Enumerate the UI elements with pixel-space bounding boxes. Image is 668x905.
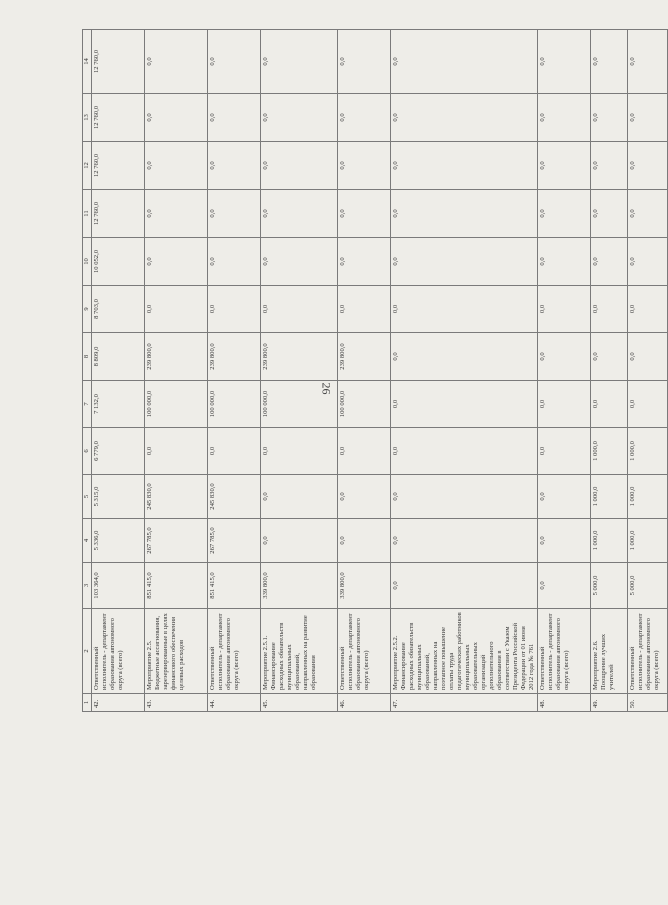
table-row: [338, 30, 391, 712]
column-header: 7: [83, 381, 92, 428]
table-row: [92, 30, 145, 712]
value-cell: 0,0: [208, 190, 261, 238]
value-cell: 0,0: [538, 519, 591, 563]
value-cell: 0,0: [538, 286, 591, 333]
value-cell: 0,0: [338, 190, 391, 238]
table-row: [628, 30, 668, 712]
value-cell: 12 760,0: [92, 94, 145, 142]
value-cell: 8 703,0: [92, 286, 145, 333]
table-row: [391, 30, 538, 712]
row-name: Мероприятие 2.5.1. Финансирование расходных обязательств муниципальных образований, направленных на развитие образования: [261, 609, 338, 694]
row-name: Ответственный исполнитель - департамент образования автономного округа (всего): [628, 609, 668, 694]
column-header: 12: [83, 142, 92, 190]
value-cell: 1 000,0: [591, 428, 628, 475]
value-cell: 0,0: [261, 190, 338, 238]
column-header: 2: [83, 609, 92, 694]
row-name: Ответственный исполнитель - департамент образования автономного округа (всего): [538, 609, 591, 694]
value-cell: 12 760,0: [92, 30, 145, 94]
value-cell: 0,0: [391, 519, 538, 563]
value-cell: 7 132,0: [92, 381, 145, 428]
value-cell: 0,0: [591, 30, 628, 94]
value-cell: 0,0: [538, 563, 591, 609]
value-cell: 0,0: [391, 475, 538, 519]
value-cell: 0,0: [628, 30, 668, 94]
row-number: 49.: [591, 694, 628, 712]
value-cell: 0,0: [391, 94, 538, 142]
value-cell: 0,0: [338, 238, 391, 286]
value-cell: 267 785,0: [208, 519, 261, 563]
header-row: [83, 30, 92, 712]
value-cell: 239 800,0: [145, 333, 208, 381]
value-cell: 0,0: [338, 94, 391, 142]
value-cell: 0,0: [591, 238, 628, 286]
value-cell: 0,0: [145, 142, 208, 190]
value-cell: 0,0: [261, 94, 338, 142]
value-cell: 1 000,0: [628, 428, 668, 475]
row-number: 44.: [208, 694, 261, 712]
row-name: Мероприятие 2.5. Бюджетные ассигнования, зарезервированные в целях финансового обеспечения целевых расходов: [145, 609, 208, 694]
value-cell: 0,0: [391, 30, 538, 94]
column-header: 1: [83, 694, 92, 712]
table-row: [538, 30, 591, 712]
row-number: 50.: [628, 694, 668, 712]
value-cell: 0,0: [391, 238, 538, 286]
column-header: 10: [83, 238, 92, 286]
value-cell: 0,0: [261, 286, 338, 333]
value-cell: 5 000,0: [591, 563, 628, 609]
value-cell: 5 000,0: [628, 563, 668, 609]
value-cell: 0,0: [628, 286, 668, 333]
row-number: 47.: [391, 694, 538, 712]
column-header: 9: [83, 286, 92, 333]
value-cell: 100 000,0: [145, 381, 208, 428]
value-cell: 0,0: [338, 428, 391, 475]
value-cell: 239 800,0: [261, 333, 338, 381]
value-cell: 0,0: [628, 94, 668, 142]
value-cell: 0,0: [391, 428, 538, 475]
value-cell: 0,0: [538, 475, 591, 519]
column-header: 14: [83, 30, 92, 94]
value-cell: 0,0: [338, 475, 391, 519]
value-cell: 100 000,0: [261, 381, 338, 428]
value-cell: 1 000,0: [628, 519, 668, 563]
value-cell: 1 000,0: [591, 519, 628, 563]
column-header: 3: [83, 563, 92, 609]
value-cell: 5 336,0: [92, 519, 145, 563]
table-row: [208, 30, 261, 712]
value-cell: 339 800,0: [261, 563, 338, 609]
value-cell: 0,0: [145, 30, 208, 94]
value-cell: 0,0: [628, 142, 668, 190]
value-cell: 8 809,0: [92, 333, 145, 381]
value-cell: 851 415,0: [145, 563, 208, 609]
column-header: 6: [83, 428, 92, 475]
value-cell: 103 364,0: [92, 563, 145, 609]
value-cell: 0,0: [538, 381, 591, 428]
value-cell: 0,0: [145, 190, 208, 238]
row-name: Ответственный исполнитель - департамент образования автономного округа (всего): [208, 609, 261, 694]
value-cell: 1 000,0: [628, 475, 668, 519]
value-cell: 0,0: [261, 142, 338, 190]
value-cell: 0,0: [208, 428, 261, 475]
table-row: [145, 30, 208, 712]
value-cell: 0,0: [391, 381, 538, 428]
value-cell: 0,0: [538, 428, 591, 475]
column-header: 13: [83, 94, 92, 142]
value-cell: 239 800,0: [338, 333, 391, 381]
value-cell: 0,0: [538, 190, 591, 238]
value-cell: 0,0: [538, 94, 591, 142]
value-cell: 0,0: [208, 238, 261, 286]
value-cell: 0,0: [145, 286, 208, 333]
value-cell: 0,0: [628, 381, 668, 428]
value-cell: 0,0: [208, 94, 261, 142]
budget-table: [82, 29, 668, 712]
value-cell: 339 800,0: [338, 563, 391, 609]
value-cell: 0,0: [261, 428, 338, 475]
value-cell: 12 760,0: [92, 190, 145, 238]
value-cell: 0,0: [391, 142, 538, 190]
table-row: [261, 30, 338, 712]
value-cell: 0,0: [591, 94, 628, 142]
value-cell: 0,0: [208, 30, 261, 94]
value-cell: 245 830,0: [208, 475, 261, 519]
value-cell: 0,0: [591, 142, 628, 190]
row-number: 42.: [92, 694, 145, 712]
value-cell: 851 415,0: [208, 563, 261, 609]
value-cell: 0,0: [338, 30, 391, 94]
value-cell: 0,0: [591, 381, 628, 428]
value-cell: 0,0: [261, 519, 338, 563]
value-cell: 0,0: [538, 142, 591, 190]
column-header: 5: [83, 475, 92, 519]
row-name: Ответственный исполнитель - департамент образования автономного округа (всего): [92, 609, 145, 694]
value-cell: 0,0: [538, 333, 591, 381]
value-cell: 6 779,0: [92, 428, 145, 475]
value-cell: 100 000,0: [208, 381, 261, 428]
value-cell: 12 760,0: [92, 142, 145, 190]
value-cell: 0,0: [538, 238, 591, 286]
value-cell: 0,0: [338, 519, 391, 563]
value-cell: 0,0: [591, 333, 628, 381]
value-cell: 0,0: [591, 286, 628, 333]
value-cell: 0,0: [208, 286, 261, 333]
row-number: 48.: [538, 694, 591, 712]
row-number: 46.: [338, 694, 391, 712]
value-cell: 0,0: [261, 238, 338, 286]
value-cell: 5 315,0: [92, 475, 145, 519]
value-cell: 10 052,0: [92, 238, 145, 286]
value-cell: 0,0: [628, 333, 668, 381]
value-cell: 0,0: [591, 190, 628, 238]
column-header: 4: [83, 519, 92, 563]
value-cell: 0,0: [391, 333, 538, 381]
value-cell: 245 830,0: [145, 475, 208, 519]
page-number: 26: [319, 382, 334, 395]
row-number: 43.: [145, 694, 208, 712]
value-cell: 100 000,0: [338, 381, 391, 428]
row-number: 45.: [261, 694, 338, 712]
value-cell: 0,0: [338, 286, 391, 333]
value-cell: 0,0: [145, 238, 208, 286]
value-cell: 0,0: [338, 142, 391, 190]
value-cell: 239 800,0: [208, 333, 261, 381]
value-cell: 0,0: [261, 30, 338, 94]
value-cell: 0,0: [391, 190, 538, 238]
row-name: Ответственный исполнитель - департамент образования автономного округа (всего): [338, 609, 391, 694]
value-cell: 0,0: [261, 475, 338, 519]
table-row: [591, 30, 628, 712]
value-cell: 0,0: [145, 94, 208, 142]
value-cell: 0,0: [208, 142, 261, 190]
value-cell: 0,0: [391, 286, 538, 333]
value-cell: 267 785,0: [145, 519, 208, 563]
row-name: Мероприятие 2.5.2. Финансирование расходных обязательств муниципальных образований, направленных на поэтапное повышение оплаты труда педагогических работников муниципальных образовательных организаций дополнительного образования в соответствии с Указом Президента Российской Федерации от 01 июня 2012 года № 761: [391, 609, 538, 694]
value-cell: 0,0: [628, 238, 668, 286]
value-cell: 0,0: [538, 30, 591, 94]
row-name: Мероприятие 2.6. Поощрение лучших учителей: [591, 609, 628, 694]
value-cell: 0,0: [145, 428, 208, 475]
column-header: 11: [83, 190, 92, 238]
rotated-page: [82, 30, 660, 712]
column-header: 8: [83, 333, 92, 381]
value-cell: 0,0: [628, 190, 668, 238]
value-cell: 1 000,0: [591, 475, 628, 519]
value-cell: 0,0: [391, 563, 538, 609]
